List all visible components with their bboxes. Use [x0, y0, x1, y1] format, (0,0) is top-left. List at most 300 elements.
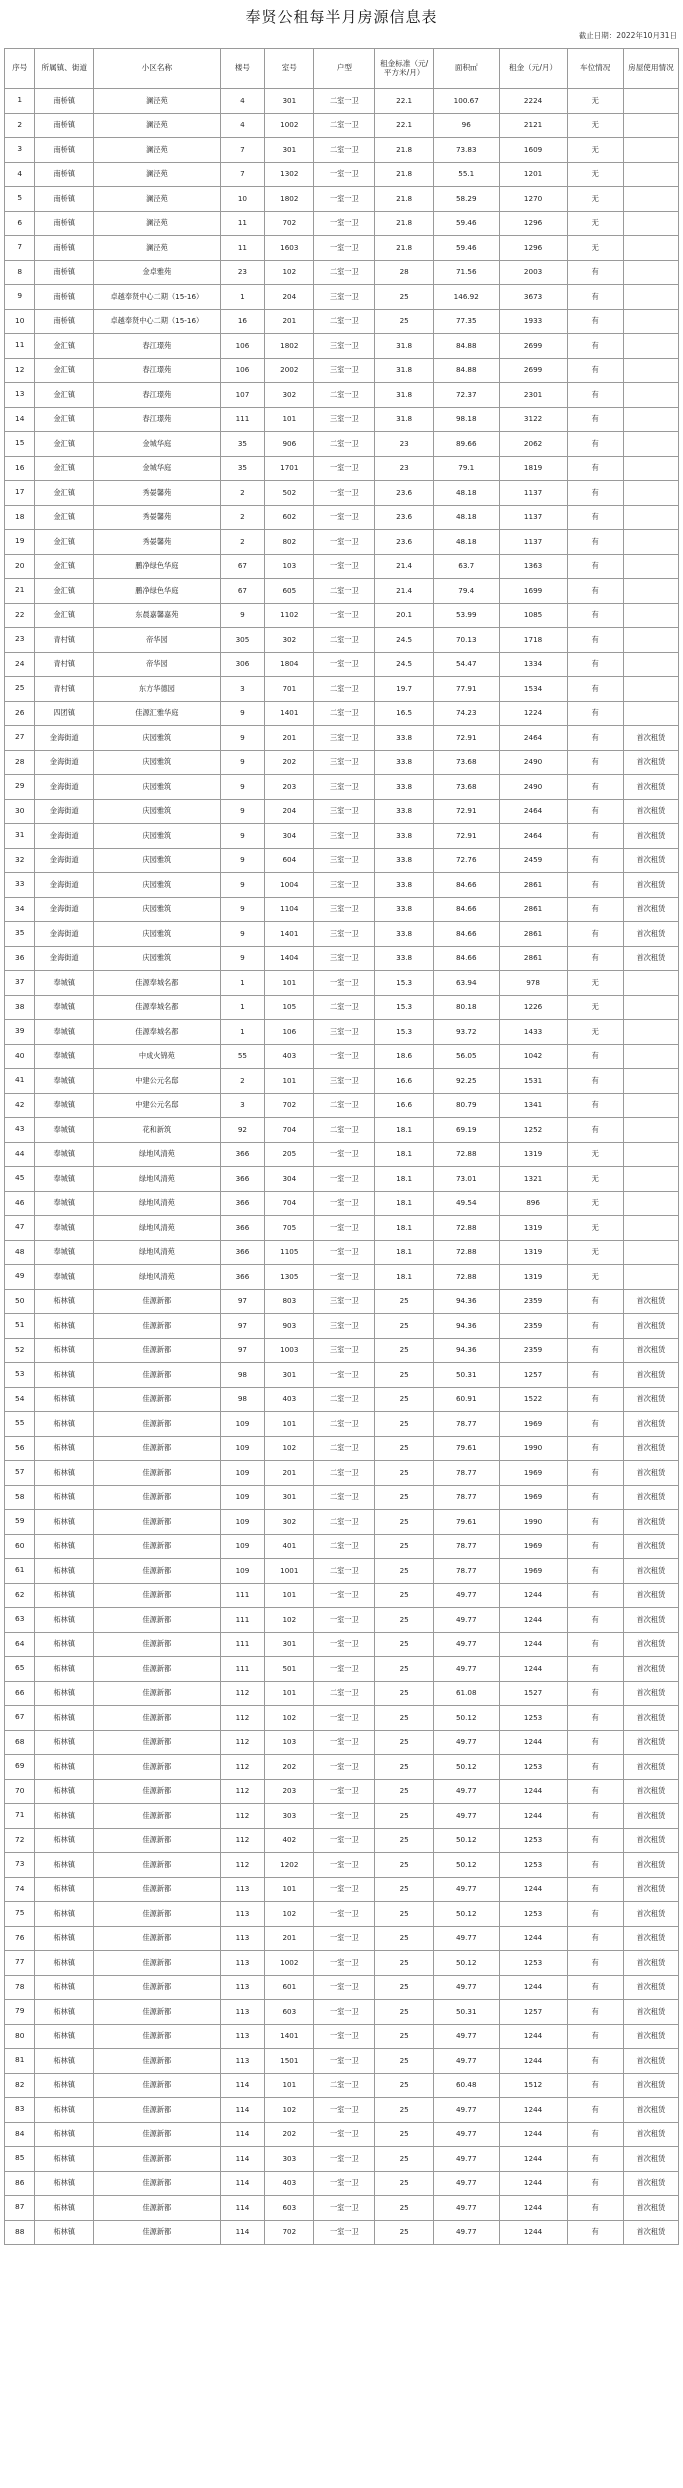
cell-usage: 首次租赁 — [623, 1902, 678, 1927]
header-area: 面积㎡ — [433, 49, 499, 89]
cell-seq: 82 — [5, 2073, 35, 2098]
cell-area: 70.13 — [433, 628, 499, 653]
table-row — [5, 1289, 679, 1314]
cell-area: 49.77 — [433, 1730, 499, 1755]
cell-room: 101 — [265, 2073, 314, 2098]
header-community: 小区名称 — [94, 49, 221, 89]
table-row — [5, 1093, 679, 1118]
cell-seq: 52 — [5, 1338, 35, 1363]
cell-usage: 首次租赁 — [623, 2000, 678, 2025]
table-header — [5, 49, 679, 89]
cell-layout: 三室一卫 — [314, 1069, 375, 1094]
cell-community: 庆园雅筑 — [94, 775, 221, 800]
cell-town: 柘林镇 — [35, 1657, 94, 1682]
cell-town: 柘林镇 — [35, 1534, 94, 1559]
cell-layout: 一室一卫 — [314, 162, 375, 187]
cell-rent-rate: 21.8 — [375, 211, 434, 236]
cell-area: 79.1 — [433, 456, 499, 481]
cell-town: 柘林镇 — [35, 1951, 94, 1976]
cell-area: 60.48 — [433, 2073, 499, 2098]
cell-parking: 有 — [567, 1069, 623, 1094]
cell-parking: 有 — [567, 1289, 623, 1314]
cell-rent: 2459 — [499, 848, 567, 873]
cell-usage — [623, 89, 678, 114]
cell-building: 9 — [220, 799, 265, 824]
cell-community: 佳源新都 — [94, 1853, 221, 1878]
table-row — [5, 1877, 679, 1902]
cell-community: 中成火锦苑 — [94, 1044, 221, 1069]
cell-area: 49.77 — [433, 1657, 499, 1682]
cell-building: 113 — [220, 1926, 265, 1951]
cell-room: 103 — [265, 554, 314, 579]
cell-building: 3 — [220, 677, 265, 702]
cell-usage: 首次租赁 — [623, 2073, 678, 2098]
cell-rent-rate: 15.3 — [375, 1020, 434, 1045]
cell-building: 1 — [220, 285, 265, 310]
cell-layout: 三室一卫 — [314, 358, 375, 383]
cell-room: 105 — [265, 995, 314, 1020]
cell-rent: 1244 — [499, 2098, 567, 2123]
cell-room: 102 — [265, 1706, 314, 1731]
cell-usage — [623, 1142, 678, 1167]
cell-building: 10 — [220, 187, 265, 212]
cell-usage: 首次租赁 — [623, 1828, 678, 1853]
cell-usage — [623, 383, 678, 408]
cell-town: 金汇镇 — [35, 579, 94, 604]
table-row — [5, 848, 679, 873]
cell-rent: 2861 — [499, 946, 567, 971]
cell-seq: 87 — [5, 2196, 35, 2221]
cell-area: 72.76 — [433, 848, 499, 873]
table-row — [5, 726, 679, 751]
cell-town: 南桥镇 — [35, 309, 94, 334]
table-row — [5, 922, 679, 947]
cell-community: 澜泾苑 — [94, 211, 221, 236]
cell-rent-rate: 18.1 — [375, 1265, 434, 1290]
cell-rent-rate: 25 — [375, 1559, 434, 1584]
cell-town: 金海街道 — [35, 799, 94, 824]
cell-rent-rate: 18.1 — [375, 1240, 434, 1265]
cell-area: 50.31 — [433, 2000, 499, 2025]
cell-usage: 首次租赁 — [623, 2098, 678, 2123]
cell-parking: 有 — [567, 2024, 623, 2049]
cell-town: 柘林镇 — [35, 2000, 94, 2025]
cell-layout: 三室一卫 — [314, 726, 375, 751]
cell-room: 106 — [265, 1020, 314, 1045]
cell-community: 秀晏馨苑 — [94, 530, 221, 555]
cell-rent: 1042 — [499, 1044, 567, 1069]
cell-layout: 二室一卫 — [314, 1485, 375, 1510]
cell-area: 84.88 — [433, 334, 499, 359]
cell-community: 佳源新都 — [94, 1338, 221, 1363]
cell-parking: 有 — [567, 1534, 623, 1559]
cell-rent: 1433 — [499, 1020, 567, 1045]
cell-community: 庆园雅筑 — [94, 726, 221, 751]
cell-room: 1004 — [265, 873, 314, 898]
cell-town: 奉城镇 — [35, 1093, 94, 1118]
cell-community: 佳源新都 — [94, 1926, 221, 1951]
cell-parking: 无 — [567, 1167, 623, 1192]
cell-usage: 首次租赁 — [623, 1951, 678, 1976]
cell-community: 佳源新都 — [94, 1755, 221, 1780]
cell-rent-rate: 25 — [375, 1975, 434, 2000]
cell-town: 柘林镇 — [35, 1926, 94, 1951]
cell-room: 102 — [265, 2098, 314, 2123]
cell-layout: 一室一卫 — [314, 1216, 375, 1241]
cell-rent: 1244 — [499, 2122, 567, 2147]
cell-parking: 无 — [567, 1265, 623, 1290]
cell-community: 佳源新都 — [94, 1412, 221, 1437]
cell-parking: 有 — [567, 2196, 623, 2221]
table-row — [5, 138, 679, 163]
table-row — [5, 1583, 679, 1608]
cell-town: 柘林镇 — [35, 1608, 94, 1633]
cell-seq: 26 — [5, 701, 35, 726]
cell-area: 49.77 — [433, 2220, 499, 2245]
cell-room: 1401 — [265, 701, 314, 726]
cell-town: 柘林镇 — [35, 2073, 94, 2098]
cell-rent: 2490 — [499, 750, 567, 775]
cell-usage — [623, 1020, 678, 1045]
cell-parking: 有 — [567, 603, 623, 628]
table-row — [5, 211, 679, 236]
table-row — [5, 481, 679, 506]
table-row — [5, 1240, 679, 1265]
cell-building: 109 — [220, 1461, 265, 1486]
cell-rent-rate: 33.8 — [375, 946, 434, 971]
cell-rent-rate: 21.4 — [375, 579, 434, 604]
cell-room: 201 — [265, 726, 314, 751]
cell-town: 南桥镇 — [35, 89, 94, 114]
cell-room: 301 — [265, 1363, 314, 1388]
cell-seq: 5 — [5, 187, 35, 212]
cell-parking: 有 — [567, 505, 623, 530]
cell-rent-rate: 31.8 — [375, 334, 434, 359]
cell-rent-rate: 25 — [375, 1485, 434, 1510]
cell-community: 庆园雅筑 — [94, 848, 221, 873]
cell-layout: 一室一卫 — [314, 1902, 375, 1927]
cell-building: 114 — [220, 2098, 265, 2123]
cell-building: 111 — [220, 1583, 265, 1608]
cell-area: 49.77 — [433, 1804, 499, 1829]
cell-room: 102 — [265, 1608, 314, 1633]
cell-community: 春江璟苑 — [94, 407, 221, 432]
cell-room: 204 — [265, 285, 314, 310]
cell-building: 306 — [220, 652, 265, 677]
cell-seq: 1 — [5, 89, 35, 114]
cell-building: 114 — [220, 2073, 265, 2098]
header-building: 楼号 — [220, 49, 265, 89]
table-row — [5, 897, 679, 922]
cell-rent-rate: 25 — [375, 1608, 434, 1633]
cell-layout: 一室一卫 — [314, 1828, 375, 1853]
cell-building: 97 — [220, 1289, 265, 1314]
table-row — [5, 1069, 679, 1094]
cell-layout: 二室一卫 — [314, 995, 375, 1020]
cell-parking: 有 — [567, 775, 623, 800]
table-row — [5, 1412, 679, 1437]
cell-parking: 有 — [567, 2122, 623, 2147]
cell-building: 109 — [220, 1559, 265, 1584]
cell-building: 4 — [220, 89, 265, 114]
cell-area: 98.18 — [433, 407, 499, 432]
cell-seq: 63 — [5, 1608, 35, 1633]
cell-seq: 72 — [5, 1828, 35, 1853]
cell-area: 72.88 — [433, 1216, 499, 1241]
cell-area: 146.92 — [433, 285, 499, 310]
cell-room: 1305 — [265, 1265, 314, 1290]
cell-seq: 9 — [5, 285, 35, 310]
cell-seq: 16 — [5, 456, 35, 481]
cell-room: 102 — [265, 1436, 314, 1461]
cell-seq: 78 — [5, 1975, 35, 2000]
cell-community: 佳源新都 — [94, 2147, 221, 2172]
cell-room: 101 — [265, 1681, 314, 1706]
cell-rent: 2359 — [499, 1289, 567, 1314]
cell-area: 78.77 — [433, 1461, 499, 1486]
cell-layout: 二室一卫 — [314, 1559, 375, 1584]
cell-building: 35 — [220, 432, 265, 457]
cell-community: 佳源新都 — [94, 2000, 221, 2025]
cell-rent-rate: 33.8 — [375, 775, 434, 800]
cell-seq: 47 — [5, 1216, 35, 1241]
cell-layout: 一室一卫 — [314, 1363, 375, 1388]
cell-town: 南桥镇 — [35, 236, 94, 261]
cell-rent: 3673 — [499, 285, 567, 310]
cell-community: 佳源新都 — [94, 1975, 221, 2000]
table-row — [5, 775, 679, 800]
table-row — [5, 824, 679, 849]
cell-parking: 有 — [567, 1926, 623, 1951]
cell-room: 102 — [265, 1902, 314, 1927]
cell-rent: 1224 — [499, 701, 567, 726]
cell-usage: 首次租赁 — [623, 2049, 678, 2074]
cell-rent-rate: 25 — [375, 309, 434, 334]
cell-town: 金汇镇 — [35, 358, 94, 383]
cell-rent: 1244 — [499, 2220, 567, 2245]
cell-rent-rate: 15.3 — [375, 971, 434, 996]
cell-usage — [623, 456, 678, 481]
cell-community: 佳源新都 — [94, 2024, 221, 2049]
cell-rent-rate: 18.1 — [375, 1167, 434, 1192]
cell-parking: 无 — [567, 1191, 623, 1216]
cell-seq: 21 — [5, 579, 35, 604]
cell-parking: 有 — [567, 1706, 623, 1731]
cell-seq: 3 — [5, 138, 35, 163]
cell-seq: 68 — [5, 1730, 35, 1755]
cell-usage: 首次租赁 — [623, 824, 678, 849]
cell-rent: 2861 — [499, 897, 567, 922]
cell-seq: 12 — [5, 358, 35, 383]
cell-building: 55 — [220, 1044, 265, 1069]
cell-area: 73.68 — [433, 750, 499, 775]
cell-community: 春江璟苑 — [94, 358, 221, 383]
cell-parking: 无 — [567, 1020, 623, 1045]
table-row — [5, 2196, 679, 2221]
cell-seq: 76 — [5, 1926, 35, 1951]
cell-community: 佳源新都 — [94, 1485, 221, 1510]
cell-usage: 首次租赁 — [623, 1608, 678, 1633]
cell-usage: 首次租赁 — [623, 1804, 678, 1829]
cell-rent-rate: 25 — [375, 2122, 434, 2147]
cell-building: 112 — [220, 1804, 265, 1829]
cell-area: 55.1 — [433, 162, 499, 187]
table-row — [5, 1265, 679, 1290]
cell-room: 303 — [265, 1804, 314, 1829]
cell-town: 柘林镇 — [35, 1755, 94, 1780]
header-rent: 租金（元/月） — [499, 49, 567, 89]
cell-community: 佳源新都 — [94, 1583, 221, 1608]
cell-town: 柘林镇 — [35, 1559, 94, 1584]
cell-area: 72.88 — [433, 1240, 499, 1265]
cell-rent-rate: 18.1 — [375, 1216, 434, 1241]
header-rent-rate: 租金标准（元/平方米/月） — [375, 49, 434, 89]
cell-usage: 首次租赁 — [623, 750, 678, 775]
cell-usage — [623, 701, 678, 726]
cell-community: 庆园雅筑 — [94, 799, 221, 824]
cell-layout: 二室一卫 — [314, 701, 375, 726]
cell-parking: 有 — [567, 2073, 623, 2098]
cell-room: 103 — [265, 1730, 314, 1755]
cell-room: 1202 — [265, 1853, 314, 1878]
cell-layout: 一室一卫 — [314, 1167, 375, 1192]
cell-building: 2 — [220, 505, 265, 530]
table-row — [5, 260, 679, 285]
cell-building: 98 — [220, 1363, 265, 1388]
cell-area: 49.77 — [433, 2122, 499, 2147]
cell-area: 77.35 — [433, 309, 499, 334]
cell-room: 403 — [265, 1044, 314, 1069]
cell-town: 金汇镇 — [35, 407, 94, 432]
cell-seq: 43 — [5, 1118, 35, 1143]
table-row — [5, 995, 679, 1020]
cell-rent: 2490 — [499, 775, 567, 800]
cell-room: 1404 — [265, 946, 314, 971]
cell-building: 113 — [220, 1951, 265, 1976]
cell-rent-rate: 25 — [375, 1755, 434, 1780]
cell-seq: 32 — [5, 848, 35, 873]
cell-layout: 一室一卫 — [314, 1044, 375, 1069]
cell-building: 366 — [220, 1265, 265, 1290]
table-row — [5, 89, 679, 114]
cell-area: 50.31 — [433, 1363, 499, 1388]
cell-parking: 无 — [567, 971, 623, 996]
cell-town: 柘林镇 — [35, 1779, 94, 1804]
cell-usage: 首次租赁 — [623, 1387, 678, 1412]
cell-room: 101 — [265, 1069, 314, 1094]
cell-seq: 23 — [5, 628, 35, 653]
cell-building: 1 — [220, 1020, 265, 1045]
cell-layout: 一室一卫 — [314, 2171, 375, 2196]
cell-building: 107 — [220, 383, 265, 408]
cell-seq: 29 — [5, 775, 35, 800]
cell-building: 113 — [220, 2024, 265, 2049]
cell-rent-rate: 25 — [375, 2098, 434, 2123]
cell-area: 94.36 — [433, 1314, 499, 1339]
table-row — [5, 579, 679, 604]
cell-usage: 首次租赁 — [623, 1853, 678, 1878]
cell-seq: 69 — [5, 1755, 35, 1780]
cell-usage — [623, 113, 678, 138]
table-row — [5, 1020, 679, 1045]
cell-room: 603 — [265, 2000, 314, 2025]
cell-seq: 17 — [5, 481, 35, 506]
cell-building: 114 — [220, 2196, 265, 2221]
cell-rent: 1244 — [499, 1608, 567, 1633]
cell-rent: 1201 — [499, 162, 567, 187]
cell-rent: 2121 — [499, 113, 567, 138]
cell-town: 南桥镇 — [35, 260, 94, 285]
cell-layout: 一室一卫 — [314, 530, 375, 555]
cell-usage: 首次租赁 — [623, 1657, 678, 1682]
cell-room: 304 — [265, 824, 314, 849]
cell-town: 柘林镇 — [35, 2171, 94, 2196]
table-row — [5, 383, 679, 408]
table-row — [5, 1510, 679, 1535]
cell-community: 春江璟苑 — [94, 383, 221, 408]
cell-area: 49.77 — [433, 2024, 499, 2049]
table-row — [5, 432, 679, 457]
cell-layout: 一室一卫 — [314, 2147, 375, 2172]
cell-town: 奉城镇 — [35, 1142, 94, 1167]
cell-room: 1501 — [265, 2049, 314, 2074]
cell-rent-rate: 25 — [375, 1853, 434, 1878]
cell-rent: 1969 — [499, 1412, 567, 1437]
cell-building: 92 — [220, 1118, 265, 1143]
cell-seq: 83 — [5, 2098, 35, 2123]
cell-seq: 8 — [5, 260, 35, 285]
cell-building: 9 — [220, 824, 265, 849]
cell-usage — [623, 505, 678, 530]
cell-room: 1701 — [265, 456, 314, 481]
cell-rent-rate: 25 — [375, 1779, 434, 1804]
cell-layout: 二室一卫 — [314, 1093, 375, 1118]
cell-room: 301 — [265, 1485, 314, 1510]
cell-parking: 有 — [567, 1681, 623, 1706]
cell-rent: 1244 — [499, 2049, 567, 2074]
cell-parking: 有 — [567, 456, 623, 481]
cell-rent-rate: 25 — [375, 1804, 434, 1829]
cell-usage — [623, 1118, 678, 1143]
cell-layout: 三室一卫 — [314, 1289, 375, 1314]
cell-building: 109 — [220, 1510, 265, 1535]
cell-parking: 无 — [567, 1142, 623, 1167]
cell-rent-rate: 23 — [375, 432, 434, 457]
cell-building: 111 — [220, 407, 265, 432]
cell-community: 庆园雅筑 — [94, 750, 221, 775]
cell-room: 1002 — [265, 113, 314, 138]
table-row — [5, 2171, 679, 2196]
cell-rent: 2699 — [499, 358, 567, 383]
cell-parking: 有 — [567, 922, 623, 947]
cell-layout: 三室一卫 — [314, 407, 375, 432]
cell-rent-rate: 31.8 — [375, 407, 434, 432]
cell-parking: 有 — [567, 726, 623, 751]
cell-rent: 1990 — [499, 1510, 567, 1535]
cell-area: 50.12 — [433, 1706, 499, 1731]
cell-seq: 85 — [5, 2147, 35, 2172]
cell-seq: 34 — [5, 897, 35, 922]
cell-community: 佳源奉城名都 — [94, 971, 221, 996]
cell-rent: 2861 — [499, 873, 567, 898]
cell-building: 7 — [220, 138, 265, 163]
cell-rent-rate: 25 — [375, 1534, 434, 1559]
cell-rent-rate: 25 — [375, 1828, 434, 1853]
cell-room: 202 — [265, 1755, 314, 1780]
table-row — [5, 236, 679, 261]
cell-usage — [623, 1216, 678, 1241]
cell-area: 50.12 — [433, 1853, 499, 1878]
